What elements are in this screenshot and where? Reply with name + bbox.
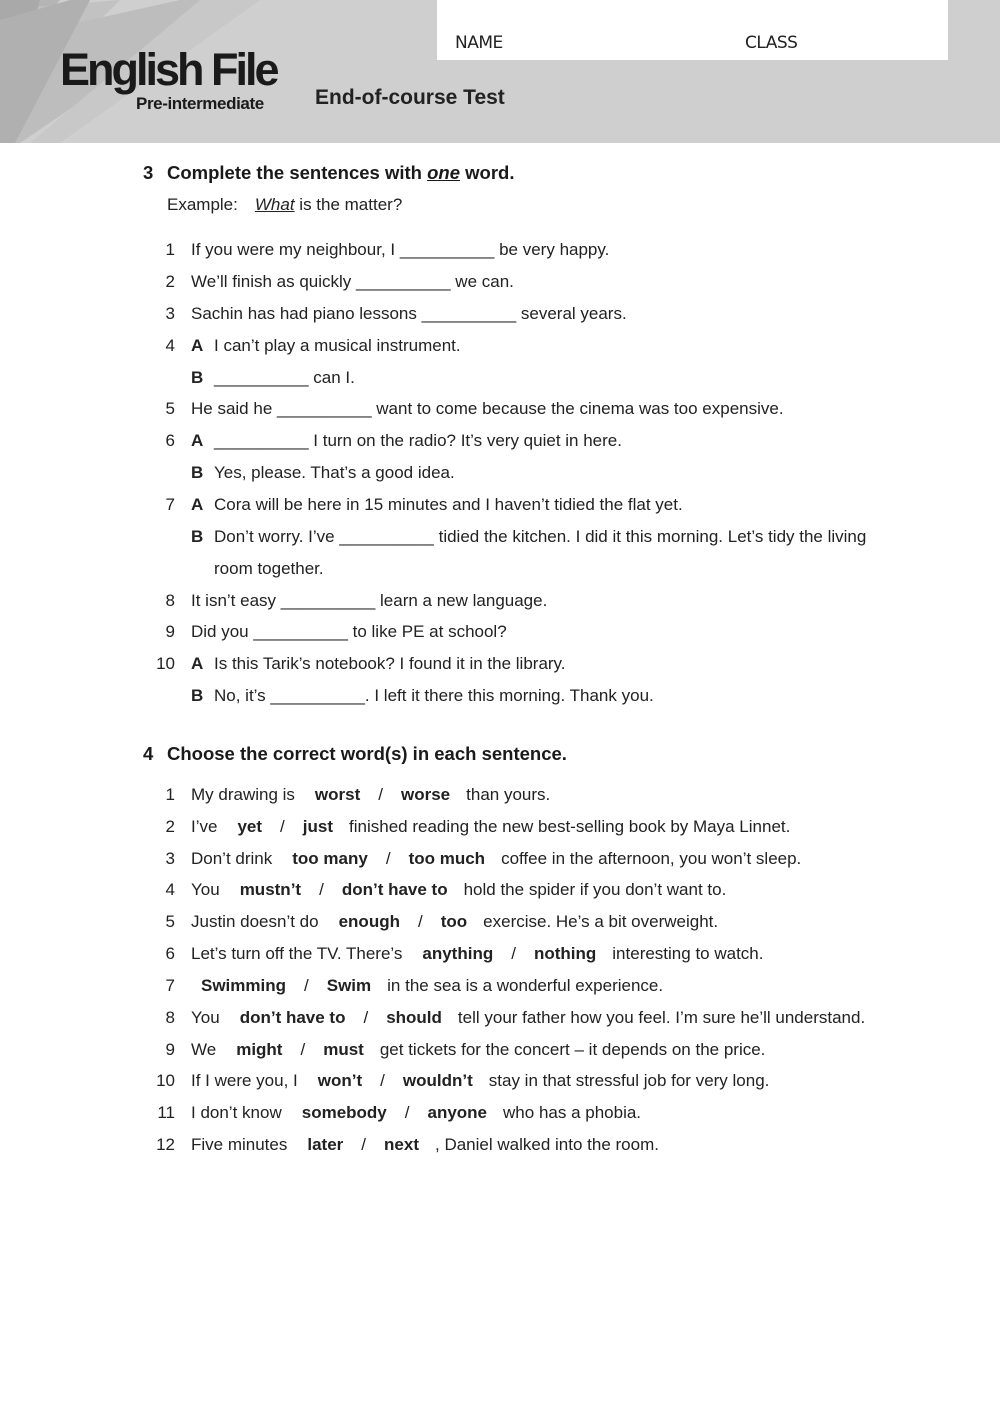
option-separator: /	[380, 1071, 385, 1090]
sentence-start: Five minutes	[191, 1135, 288, 1154]
speaker-label: B	[191, 368, 204, 387]
option-separator: /	[280, 817, 285, 836]
item-text: Sachin has had piano lessons __________ several years.	[191, 304, 627, 323]
option-1[interactable]: Swimming	[201, 976, 287, 995]
sentence-start: Don’t drink	[191, 849, 273, 868]
item-text: We’ll finish as quickly __________ we can.	[191, 272, 514, 291]
item-sentence	[191, 1135, 659, 1155]
sentence-end: finished reading the new best-selling book by Maya Linnet.	[349, 817, 791, 836]
option-2[interactable]: Swim	[326, 976, 372, 995]
item-number: 9	[165, 1040, 175, 1059]
item-sentence	[191, 785, 550, 805]
speaker-label: B	[191, 527, 204, 546]
page-header	[0, 0, 1000, 143]
option-1[interactable]: worst	[314, 785, 361, 804]
item-sentence	[191, 1040, 765, 1060]
item-sentence	[191, 1103, 641, 1123]
test-title: End-of-course Test	[315, 86, 505, 109]
name-label: NAME	[455, 33, 503, 53]
sentence-end: tell your father how you feel. I’m sure he’ll understand.	[457, 1008, 866, 1027]
item-text: __________ can I.	[214, 368, 355, 387]
item-number: 7	[165, 495, 175, 514]
option-1[interactable]: enough	[338, 912, 400, 931]
option-1[interactable]: mustn’t	[239, 880, 302, 899]
item-sentence	[191, 880, 726, 900]
option-separator: /	[385, 849, 391, 868]
sentence-start: We	[191, 1040, 217, 1059]
option-2[interactable]: too	[440, 912, 468, 931]
name-class-box	[437, 0, 948, 60]
item-text: Yes, please. That’s a good idea.	[214, 463, 455, 482]
speaker-label: B	[191, 463, 204, 482]
item-text: I can’t play a musical instrument.	[214, 336, 461, 355]
item-text: room together.	[214, 559, 324, 578]
item-sentence	[191, 1008, 865, 1028]
option-1[interactable]: won’t	[317, 1071, 363, 1090]
item-number: 2	[165, 272, 175, 291]
sentence-start: My drawing is	[191, 785, 295, 804]
class-label: CLASS	[745, 33, 798, 53]
item-text: Cora will be here in 15 minutes and I haven’t tidied the flat yet.	[214, 495, 683, 514]
item-number: 8	[165, 591, 175, 610]
option-2[interactable]: worse	[401, 785, 451, 804]
option-2[interactable]: anyone	[427, 1103, 488, 1122]
option-separator: /	[417, 912, 423, 931]
option-separator: /	[404, 1103, 410, 1122]
sentence-start: Justin doesn’t do	[191, 912, 319, 931]
speaker-label: A	[191, 431, 204, 450]
item-text: __________ I turn on the radio? It’s very quiet in here.	[214, 431, 622, 450]
item-text: Did you __________ to like PE at school?	[191, 622, 507, 641]
item-text: It isn’t easy __________ learn a new language.	[191, 591, 548, 610]
option-separator: /	[363, 1008, 369, 1027]
item-number: 6	[165, 944, 175, 963]
sentence-start: You	[191, 1008, 220, 1027]
speaker-label: A	[191, 654, 204, 673]
example-label: Example:	[167, 195, 238, 214]
item-number: 12	[156, 1135, 175, 1154]
item-number: 5	[165, 399, 175, 418]
sentence-start: You	[191, 880, 220, 899]
item-text: If you were my neighbour, I __________ be very happy.	[191, 240, 610, 259]
sentence-end: , Daniel walked into the room.	[435, 1135, 659, 1154]
item-sentence	[191, 912, 718, 932]
sentence-end: coffee in the afternoon, you won’t sleep.	[501, 849, 802, 868]
option-1[interactable]: yet	[237, 817, 263, 836]
item-number: 10	[156, 1071, 175, 1090]
example-rest: is the matter?	[294, 195, 403, 214]
sentence-start: I’ve	[191, 817, 218, 836]
option-1[interactable]: anything	[422, 944, 494, 963]
item-text: Is this Tarik’s notebook? I found it in the library.	[214, 654, 566, 673]
option-2[interactable]: must	[323, 1040, 364, 1059]
item-number: 3	[165, 304, 175, 323]
item-number: 5	[165, 912, 175, 931]
sentence-end: interesting to watch.	[612, 944, 764, 963]
option-2[interactable]: should	[386, 1008, 442, 1027]
section-3-title-emphasis: one	[427, 162, 460, 183]
speaker-label: A	[191, 336, 204, 355]
item-number: 2	[165, 817, 175, 836]
sentence-end: get tickets for the concert – it depends on the price.	[379, 1040, 766, 1059]
option-1[interactable]: don’t have to	[239, 1008, 346, 1027]
sentence-end: in the sea is a wonderful experience.	[387, 976, 664, 995]
item-number: 4	[165, 336, 175, 355]
option-separator: /	[300, 1040, 306, 1059]
sentence-end: exercise. He’s a bit overweight.	[483, 912, 719, 931]
option-separator: /	[361, 1135, 367, 1154]
sentence-start: I don’t know	[191, 1103, 282, 1122]
item-number: 10	[156, 654, 175, 673]
option-1[interactable]: somebody	[301, 1103, 387, 1122]
option-2[interactable]: too much	[408, 849, 486, 868]
item-number: 1	[165, 785, 175, 804]
option-1[interactable]: might	[236, 1040, 283, 1059]
item-text: Don’t worry. I’ve __________ tidied the kitchen. I did it this morning. Let’s tidy the living	[214, 527, 867, 546]
item-number: 4	[165, 880, 175, 899]
item-sentence	[201, 976, 663, 996]
item-number: 3	[165, 849, 175, 868]
item-sentence	[191, 817, 790, 837]
item-number: 1	[165, 240, 175, 259]
section-3-example	[167, 195, 402, 215]
speaker-label: A	[191, 495, 204, 514]
logo-title: English File	[60, 44, 277, 95]
option-2[interactable]: wouldn’t	[402, 1071, 473, 1090]
item-number: 8	[165, 1008, 175, 1027]
speaker-label: B	[191, 686, 204, 705]
item-number: 9	[165, 622, 175, 641]
option-separator: /	[304, 976, 309, 995]
item-number: 7	[165, 976, 175, 995]
option-1[interactable]: later	[307, 1135, 344, 1154]
sentence-start: Let’s turn off the TV. There’s	[191, 944, 403, 963]
item-text: He said he __________ want to come because the cinema was too expensive.	[191, 399, 784, 418]
example-answer: What	[254, 195, 295, 214]
item-text: No, it’s __________. I left it there this morning. Thank you.	[214, 686, 654, 705]
option-2[interactable]: don’t have to	[341, 880, 448, 899]
option-separator: /	[511, 944, 516, 963]
sentence-end: who has a phobia.	[503, 1103, 642, 1122]
sentence-end: stay in that stressful job for very long.	[488, 1071, 770, 1090]
option-2[interactable]: just	[302, 817, 334, 836]
sentence-start: If I were you, I	[191, 1071, 298, 1090]
item-sentence	[191, 1071, 769, 1091]
option-1[interactable]: too many	[292, 849, 368, 868]
sentence-end: hold the spider if you don’t want to.	[463, 880, 727, 899]
item-sentence	[191, 944, 763, 964]
section-3-title: Complete the sentences with one word.	[167, 162, 515, 183]
section-3-number: 3	[143, 162, 154, 183]
option-2[interactable]: next	[384, 1135, 419, 1154]
item-number: 11	[157, 1103, 175, 1122]
option-separator: /	[319, 880, 324, 899]
option-separator: /	[378, 785, 383, 804]
logo-subtitle: Pre-intermediate	[136, 94, 264, 113]
section-4-number: 4	[143, 743, 154, 764]
item-sentence	[191, 849, 801, 869]
option-2[interactable]: nothing	[533, 944, 597, 963]
item-number: 6	[165, 431, 175, 450]
section-4-title: Choose the correct word(s) in each sentence.	[167, 743, 567, 764]
sentence-end: than yours.	[466, 785, 551, 804]
